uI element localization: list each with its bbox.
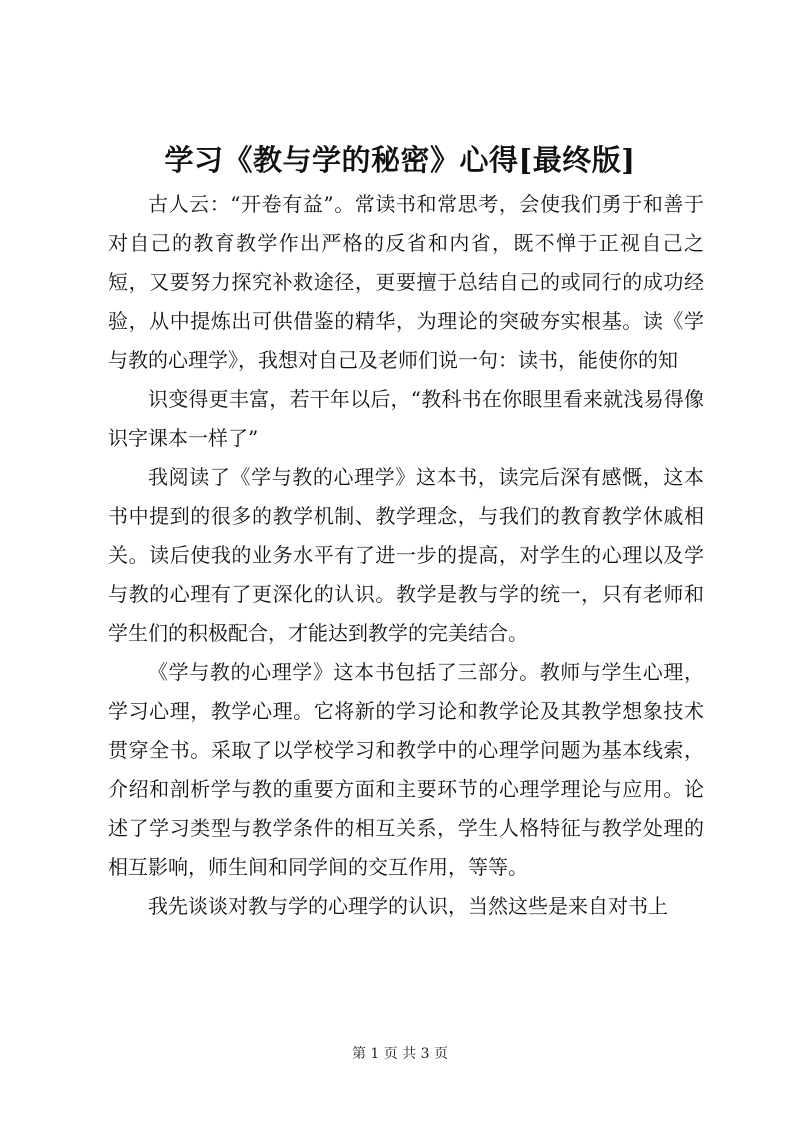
paragraph: 《学与教的心理学》这本书包括了三部分。教师与学生心理，学习心理，教学心理。它将新的学习论和教学论及其教学想象技术贯穿全书。采取了以学校学习和教学中的心理学问题为基本线索，介绍和剖析学与教的重要方面和主要环节的心理学理论与应用。论述了学习类型与教学条件的相互关系，学生人格特征与教学处理的相互影响，师生间和同学间的交互作用，等等。 [108, 660, 704, 879]
document-title: 学习《教与学的秘密》心得[最终版] [164, 143, 636, 177]
paragraph: 识变得更丰富，若干年以后，“教科书在你眼里看来就浅易得像识字课本一样了” [108, 387, 704, 450]
page-number-footer: 第 1 页 共 3 页 [351, 1046, 449, 1062]
document-body [108, 185, 704, 926]
paragraph: 我阅读了《学与教的心理学》这本书，读完后深有感慨，这本书中提到的很多的教学机制、教学理念，与我们的教育教学休戚相关。读后使我的业务水平有了进一步的提高，对学生的心理以及学与教的心理有了更深化的认识。教学是教与学的统一，只有老师和学生们的积极配合，才能达到教学的完美结合。 [108, 465, 704, 645]
paragraph: 古人云：“开卷有益”。常读书和常思考，会使我们勇于和善于对自己的教育教学作出严格的反省和内省，既不惮于正视自己之短，又要努力探究补救途径，更要擅于总结自己的或同行的成功经验，从中提炼出可供借鉴的精华，为理论的突破夯实根基。读《学与教的心理学》，我想对自己及老师们说一句：读书，能使你的知 [108, 192, 704, 372]
paragraph: 我先谈谈对教与学的心理学的认识，当然这些是来自对书上 [148, 894, 668, 918]
